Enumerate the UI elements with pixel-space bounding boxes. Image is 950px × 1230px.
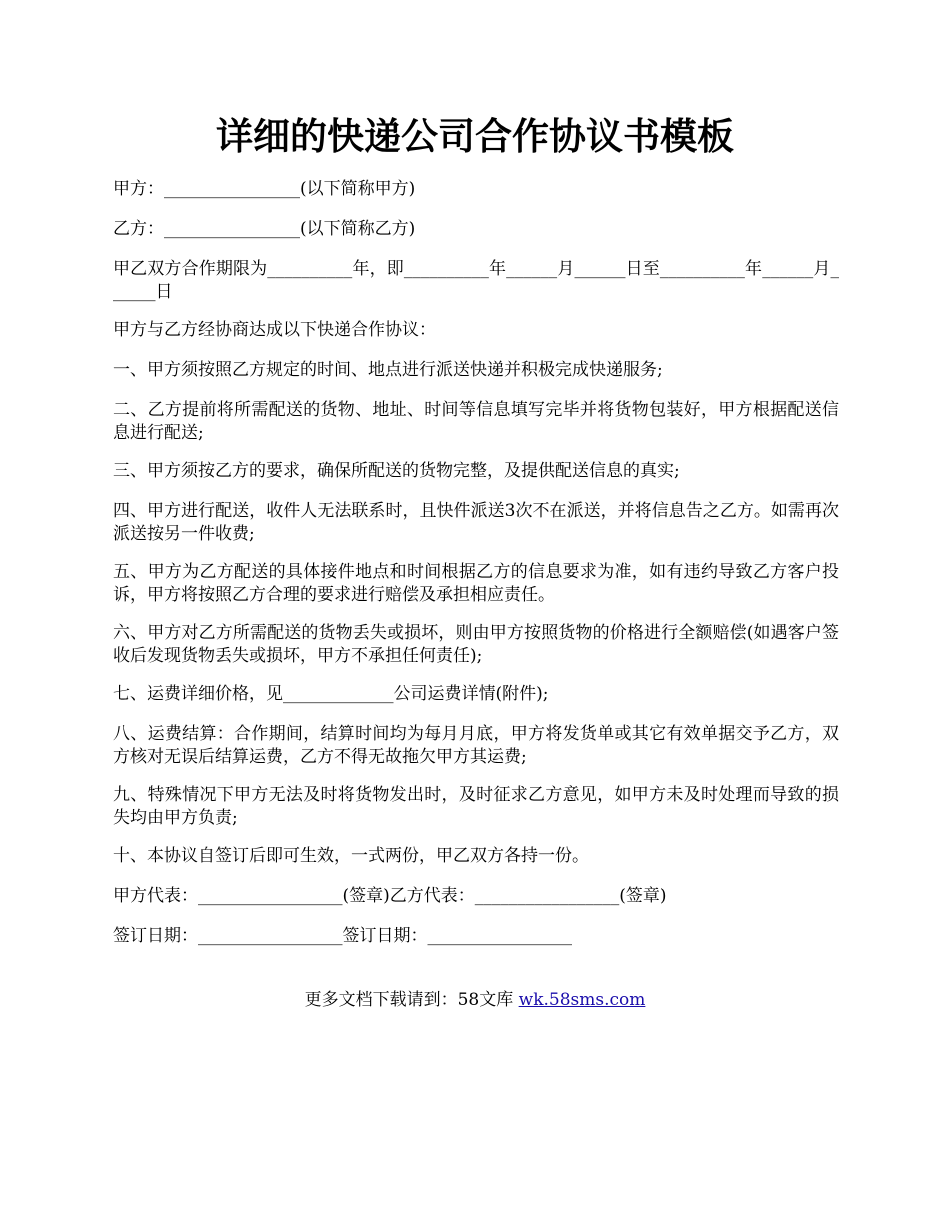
clause-7: 七、运费详细价格，见_____________公司运费详情(附件); (113, 684, 549, 704)
clause-3: 三、甲方须按乙方的要求，确保所配送的货物完整，及提供配送信息的真实; (113, 461, 680, 481)
clause-10: 十、本协议自签订后即可生效，一式两份，甲乙双方各持一份。 (113, 846, 589, 866)
document-body (113, 178, 839, 965)
clause-5: 五、甲方为乙方配送的具体接件地点和时间根据乙方的信息要求为准，如有违约导致乙方客户投诉，甲方将按照乙方合理的要求进行赔偿及承担相应责任。 (113, 562, 839, 605)
footer-text: 更多文档下载请到：58文库 (304, 990, 519, 1010)
document-title: 详细的快递公司合作协议书模板 (216, 114, 734, 158)
term-line: 甲乙双方合作期限为__________年，即__________年______月______日至__________年______月______日 (113, 259, 839, 302)
clause-6: 六、甲方对乙方所需配送的货物丢失或损坏，则由甲方按照货物的价格进行全额赔偿(如遇客户签收后发现货物丢失或损坏，甲方不承担任何责任); (113, 623, 839, 666)
clause-2: 二、乙方提前将所需配送的货物、地址、时间等信息填写完毕并将货物包装好，甲方根据配送信息进行配送; (113, 400, 839, 443)
footer (0, 989, 950, 1012)
party-b-line: 乙方：________________(以下简称乙方) (113, 219, 416, 239)
clause-9: 九、特殊情况下甲方无法及时将货物发出时，及时征求乙方意见，如甲方未及时处理而导致的损失均由甲方负责; (113, 785, 839, 828)
clause-4: 四、甲方进行配送，收件人无法联系时，且快件派送3次不在派送，并将信息告之乙方。如需再次派送按另一件收费; (113, 501, 839, 544)
clause-1: 一、甲方须按照乙方规定的时间、地点进行派送快递并积极完成快递服务; (113, 360, 663, 380)
party-a-line: 甲方：________________(以下简称甲方) (113, 179, 416, 199)
signature-line: 甲方代表：_________________(签章)乙方代表：_________________(签章) (113, 886, 667, 906)
intro-line: 甲方与乙方经协商达成以下快递合作协议： (113, 320, 436, 340)
footer-link[interactable]: wk.58sms.com (518, 990, 646, 1010)
clause-8: 八、运费结算：合作期间，结算时间均为每月月底，甲方将发货单或其它有效单据交予乙方，双方核对无误后结算运费，乙方不得无故拖欠甲方其运费; (113, 724, 839, 767)
date-line: 签订日期：_________________签订日期：_________________ (113, 926, 572, 946)
